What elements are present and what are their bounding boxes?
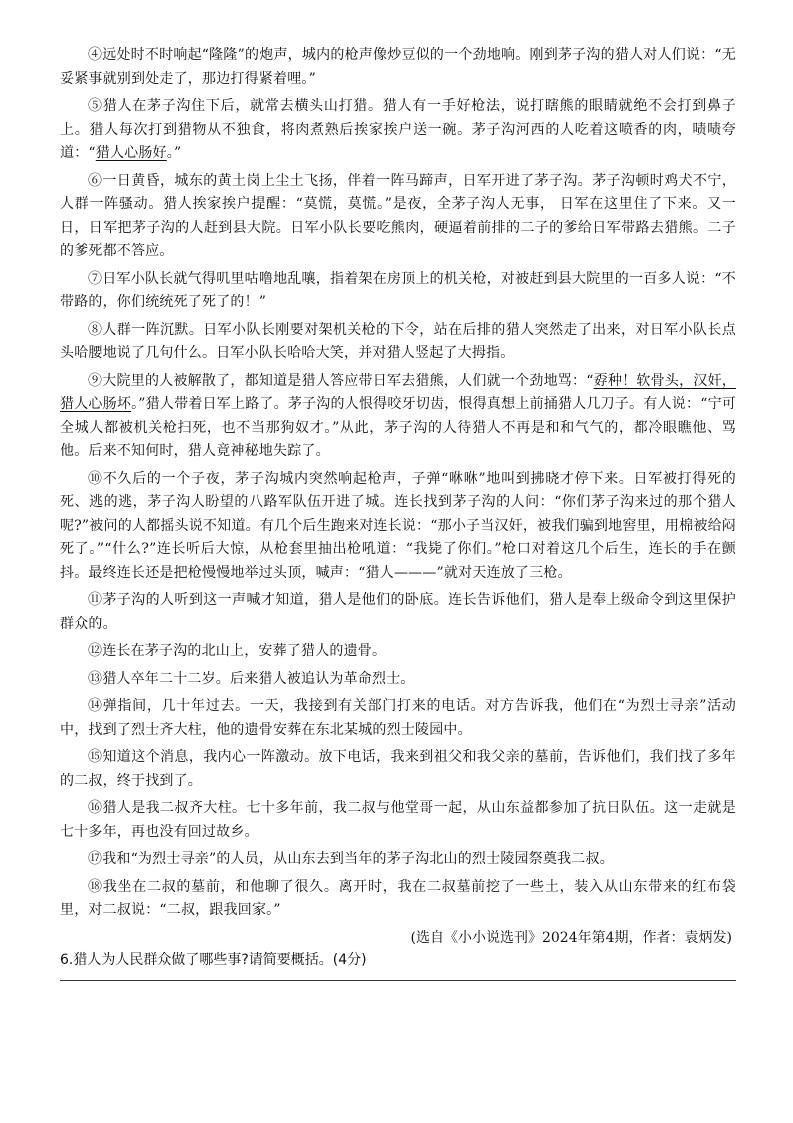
paragraph-text: ⑱我坐在二叔的墓前，和他聊了很久。离开时，我在二叔墓前挖了一些土，装入从山东带来的红布袋里，对二叔说：“二叔，跟我回家。” [60,878,736,918]
paragraph-text: ⑬猎人卒年二十二岁。后来猎人被追认为革命烈士。 [88,670,415,687]
paragraph-p16 [60,797,736,844]
paragraph-text: ⑩不久后的一个子夜，茅子沟城内突然响起枪声，子弹“咻咻”地叫到拂晓才停下来。日军被打得死的死、逃的逃，茅子沟人盼望的八路军队伍开进了城。连长找到茅子沟的人问：“你们茅子沟来过的那个猎人呢?”被问的人都摇头说不知道。有几个后生跑来对连长说：“那小子当汉奸，被我们骗到地窖里，用棉被给闷死了。”“什么?”连长听后大惊，从枪套里抽出枪吼道：“我毙了你们。”枪口对着这几个后生，连长的手在颤抖。最终连长还是把枪慢慢地举过头顶，喊声：“猎人———”就对天连放了三枪。 [60,470,736,581]
paragraph-text: ⑤猎人在茅子沟住下后，就常去横头山打猎。猎人有一手好枪法，说打瞎熊的眼睛就绝不会打到鼻子上。猎人每次打到猎物从不独食，将肉煮熟后挨家挨户送一碗。茅子沟河西的人吃着这喷香的肉，啧啧夸道：“ [60,98,736,161]
question-6: 6.猎人为人民群众做了哪些事?请简要概括。(4分) [60,951,367,968]
paragraph-p6 [60,170,736,264]
paragraph-text: ⑯猎人是我二叔齐大柱。七十多年前，我二叔与他堂哥一起，从山东益都参加了抗日队伍。这一走就是七十多年，再也没有回过故乡。 [60,800,736,840]
paragraph-p8 [60,319,736,366]
paragraph-text: ⑮知道这个消息，我内心一阵激动。放下电话，我来到祖父和我父亲的墓前，告诉他们，我们找了多年的二叔，终于找到了。 [60,749,736,789]
article-page [60,44,736,971]
paragraph-text: ⑪茅子沟的人听到这一声喊才知道，猎人是他们的卧底。连长告诉他们，猎人是奉上级命令到这里保护群众的。 [60,592,736,632]
article-body [60,44,736,923]
paragraph-text: ⑨大院里的人被解散了，都知道是猎人答应带日军去猎熊，人们就一个劲地骂：“ [88,372,594,389]
paragraph-p14 [60,695,736,742]
paragraph-p18 [60,876,736,923]
underlined-text: 孬种！软骨头，汉奸，猎人心肠坏 [60,372,737,412]
paragraph-text: 。” [166,145,182,161]
paragraph-p15 [60,746,736,793]
paragraph-p13 [60,668,736,692]
paragraph-p17 [60,848,736,872]
paragraph-text: 。”猎人带着日军上路了。茅子沟的人恨得咬牙切齿，恨得真想上前捅猎人几刀子。有人说：“宁可全城人都被机关枪扫死，也不当那狗奴才。”从此，茅子沟的人待猎人不再是和和气气的，都冷眼瞧他、骂他。后来不知何时，猎人竟神秘地失踪了。 [60,396,736,459]
underlined-text: 猎人心肠好 [95,145,167,161]
paragraph-p9 [60,370,736,464]
paragraph-p5 [60,95,736,166]
paragraph-text: ④远处时不时响起“隆隆”的炮声，城内的枪声像炒豆似的一个劲地响。刚到茅子沟的猎人对人们说：“无妥紧事就别到处走了，那边打得紧着哩。” [60,47,736,87]
paragraph-text: ⑥一日黄昏，城东的黄土岗上尘土飞扬，伴着一阵马蹄声，日军开进了茅子沟。茅子沟顿时鸡犬不宁，人群一阵骚动。猎人挨家挨户提醒：“莫慌，莫慌。”是夜，全茅子沟人无事， 日军在这里住了下来。又一日，日军把茅子沟的人赶到县大院。日军小队长要吃熊肉，硬逼着前排的二子的爹给日军带路去猎熊。二子的爹死都不答应。 [60,172,736,259]
source-citation: (选自《小小说选刊》2024年第4期，作者：袁炳发) [410,929,732,946]
paragraph-text: ⑦日军小队长就气得叽里咕噜地乱嚷，指着架在房顶上的机关枪，对被赶到县大院里的一百多人说：“不带路的，你们统统死了死了的！” [60,270,736,310]
paragraph-text: ⑭弹指间，几十年过去。一天，我接到有关部门打来的电话。对方告诉我，他们在“为烈士寻亲”活动中，找到了烈士齐大柱，他的遗骨安葬在东北某城的烈士陵园中。 [60,698,736,738]
paragraph-text: ⑰我和“为烈士寻亲”的人员，从山东去到当年的茅子沟北山的烈士陵园祭奠我二叔。 [88,851,614,867]
paragraph-p12 [60,640,736,664]
paragraph-p10 [60,468,736,586]
paragraph-text: ⑫连长在茅子沟的北山上，安葬了猎人的遗骨。 [88,643,387,659]
paragraph-p11 [60,589,736,636]
paragraph-text: ⑧人群一阵沉默。日军小队长刚要对架机关枪的下令，站在后排的猎人突然走了出来，对日军小队长点头哈腰地说了几句什么。日军小队长哈哈大笑，并对猎人竖起了大拇指。 [60,321,736,361]
paragraph-p7 [60,268,736,315]
answer-line [60,980,736,981]
paragraph-p4 [60,44,736,91]
